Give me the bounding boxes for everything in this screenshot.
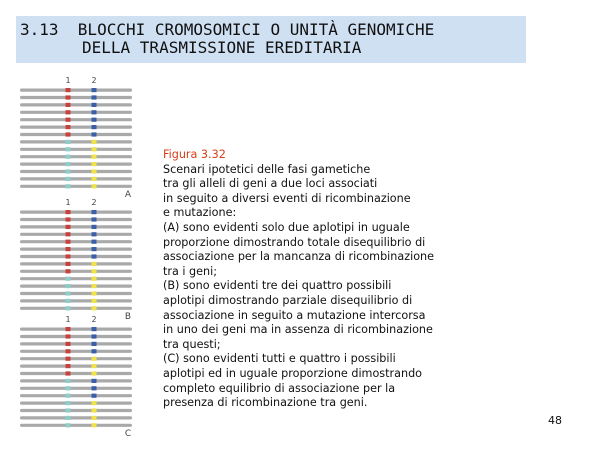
caption-line: aplotipi dimostrando parziale disequilibrio di: [163, 293, 413, 307]
chromosome-bar: [20, 342, 132, 345]
chromosome-bar: [20, 394, 132, 397]
caption-line: e mutazione:: [163, 206, 237, 220]
allele-locus-1: [66, 386, 71, 390]
allele-locus-2: [92, 357, 97, 361]
allele-locus-1: [66, 225, 71, 229]
column-label-2: 2: [91, 198, 97, 207]
chromosome-bar: [20, 218, 132, 221]
allele-locus-2: [92, 327, 97, 331]
allele-locus-1: [66, 217, 71, 221]
chromosome-bar: [20, 163, 132, 166]
chromosome-bar: [20, 126, 132, 129]
allele-locus-1: [66, 379, 71, 383]
allele-locus-1: [66, 103, 71, 107]
chromosome-bar: [20, 233, 132, 236]
column-label-1: 1: [65, 76, 71, 85]
allele-locus-2: [92, 371, 97, 375]
allele-locus-1: [66, 147, 71, 151]
allele-locus-2: [92, 423, 97, 427]
caption-line: tra i geni;: [163, 264, 218, 278]
allele-locus-2: [92, 184, 97, 188]
allele-locus-1: [66, 364, 71, 368]
allele-locus-1: [66, 277, 71, 281]
chromosome-bar: [20, 211, 132, 214]
allele-locus-2: [92, 132, 97, 136]
allele-locus-1: [66, 169, 71, 173]
chromosome-bar: [20, 140, 132, 143]
allele-locus-2: [92, 386, 97, 390]
caption-line: (C) sono evidenti tutti e quattro i possibili: [163, 352, 396, 366]
allele-locus-2: [92, 232, 97, 236]
chromosome-bar: [20, 402, 132, 405]
allele-locus-1: [66, 118, 71, 122]
allele-locus-2: [92, 364, 97, 368]
allele-locus-1: [66, 306, 71, 310]
title-line-1: 3.13 BLOCCHI CROMOSOMICI O UNITÀ GENOMICHE: [20, 20, 435, 39]
allele-locus-2: [92, 416, 97, 420]
chromosome-bar: [20, 270, 132, 273]
allele-locus-1: [66, 125, 71, 129]
allele-locus-2: [92, 225, 97, 229]
chromosome-bar: [20, 350, 132, 353]
allele-locus-2: [92, 306, 97, 310]
allele-locus-1: [66, 262, 71, 266]
chromosome-bar: [20, 262, 132, 265]
allele-locus-1: [66, 269, 71, 273]
allele-locus-2: [92, 342, 97, 346]
chromosome-bar: [20, 409, 132, 412]
allele-locus-2: [92, 155, 97, 159]
chromosome-bar: [20, 96, 132, 99]
chromosome-bar: [20, 103, 132, 106]
allele-locus-1: [66, 140, 71, 144]
caption-line: in seguito a diversi eventi di ricombinazione: [163, 191, 411, 205]
chromosome-bar: [20, 155, 132, 158]
column-label-2: 2: [91, 315, 97, 324]
chromosome-bar: [20, 177, 132, 180]
caption-line: aplotipi ed in uguale proporzione dimostrando: [163, 366, 423, 380]
allele-locus-2: [92, 217, 97, 221]
allele-locus-2: [92, 379, 97, 383]
chromosome-bar: [20, 307, 132, 310]
allele-locus-1: [66, 240, 71, 244]
allele-locus-1: [66, 162, 71, 166]
allele-locus-2: [92, 210, 97, 214]
allele-locus-1: [66, 110, 71, 114]
column-label-1: 1: [65, 198, 71, 207]
haplotype-diagram: [0, 74, 140, 440]
chromosome-bar: [20, 424, 132, 427]
chromosome-bar: [20, 240, 132, 243]
chromosome-bar: [20, 365, 132, 368]
chromosome-bar: [20, 357, 132, 360]
allele-locus-1: [66, 232, 71, 236]
allele-locus-2: [92, 291, 97, 295]
allele-locus-1: [66, 349, 71, 353]
allele-locus-2: [92, 95, 97, 99]
allele-locus-2: [92, 349, 97, 353]
title-line-2: DELLA TRASMISSIONE EREDITARIA: [82, 38, 362, 57]
chromosome-bar: [20, 118, 132, 121]
chromosome-bar: [20, 89, 132, 92]
haplotype-figure: [0, 74, 140, 440]
allele-locus-2: [92, 299, 97, 303]
caption-line: associazione in seguito a mutazione intercorsa: [163, 308, 426, 322]
allele-locus-2: [92, 169, 97, 173]
allele-locus-1: [66, 254, 71, 258]
allele-locus-2: [92, 240, 97, 244]
allele-locus-2: [92, 284, 97, 288]
allele-locus-2: [92, 147, 97, 151]
caption-line: proporzione dimostrando totale disequilibrio di: [163, 235, 426, 249]
allele-locus-2: [92, 277, 97, 281]
allele-locus-2: [92, 118, 97, 122]
allele-locus-2: [92, 125, 97, 129]
allele-locus-2: [92, 262, 97, 266]
allele-locus-2: [92, 254, 97, 258]
caption-line: (B) sono evidenti tre dei quattro possibili: [163, 279, 392, 293]
allele-locus-2: [92, 401, 97, 405]
allele-locus-2: [92, 408, 97, 412]
chromosome-bar: [20, 335, 132, 338]
allele-locus-1: [66, 247, 71, 251]
allele-locus-1: [66, 342, 71, 346]
column-label-2: 2: [91, 76, 97, 85]
allele-locus-1: [66, 155, 71, 159]
allele-locus-1: [66, 132, 71, 136]
caption-line: tra questi;: [163, 337, 221, 351]
allele-locus-1: [66, 299, 71, 303]
allele-locus-1: [66, 334, 71, 338]
allele-locus-1: [66, 210, 71, 214]
chromosome-bar: [20, 379, 132, 382]
allele-locus-2: [92, 110, 97, 114]
allele-locus-1: [66, 394, 71, 398]
caption-line: tra gli alleli di geni a due loci associati: [163, 177, 378, 191]
panel-letter-a: A: [124, 190, 132, 201]
allele-locus-2: [92, 269, 97, 273]
column-label-1: 1: [65, 315, 71, 324]
chromosome-bar: [20, 225, 132, 228]
chromosome-bar: [20, 248, 132, 251]
allele-locus-2: [92, 334, 97, 338]
allele-locus-1: [66, 423, 71, 427]
allele-locus-1: [66, 371, 71, 375]
caption-line: presenza di ricombinazione tra geni.: [163, 396, 368, 410]
chromosome-bar: [20, 387, 132, 390]
allele-locus-2: [92, 162, 97, 166]
allele-locus-1: [66, 357, 71, 361]
allele-locus-2: [92, 177, 97, 181]
chromosome-bar: [20, 299, 132, 302]
panel-letter-c: C: [124, 429, 132, 440]
chromosome-bar: [20, 372, 132, 375]
chromosome-bar: [20, 328, 132, 331]
allele-locus-1: [66, 401, 71, 405]
allele-locus-2: [92, 103, 97, 107]
allele-locus-2: [92, 88, 97, 92]
chromosome-bar: [20, 292, 132, 295]
allele-locus-1: [66, 177, 71, 181]
chromosome-bar: [20, 255, 132, 258]
slide-title: [16, 16, 526, 63]
caption-line: Scenari ipotetici delle fasi gametiche: [163, 162, 371, 176]
allele-locus-1: [66, 416, 71, 420]
chromosome-bar: [20, 285, 132, 288]
allele-locus-1: [66, 408, 71, 412]
chromosome-bar: [20, 277, 132, 280]
chromosome-bar: [20, 133, 132, 136]
allele-locus-1: [66, 184, 71, 188]
allele-locus-2: [92, 394, 97, 398]
allele-locus-1: [66, 291, 71, 295]
figure-caption: [163, 148, 463, 411]
figure-label: Figura 3.32: [163, 148, 226, 161]
caption-line: associazione per la mancanza di ricombinazione: [163, 250, 435, 264]
caption-line: completo equilibrio di associazione per la: [163, 381, 396, 395]
chromosome-bar: [20, 185, 132, 188]
chromosome-bar: [20, 148, 132, 151]
allele-locus-1: [66, 284, 71, 288]
page-number: 48: [548, 414, 562, 427]
chromosome-bar: [20, 416, 132, 419]
chromosome-bar: [20, 111, 132, 114]
chromosome-bar: [20, 170, 132, 173]
allele-locus-1: [66, 327, 71, 331]
panel-letter-b: B: [124, 312, 132, 323]
allele-locus-2: [92, 140, 97, 144]
allele-locus-2: [92, 247, 97, 251]
caption-line: in uno dei geni ma in assenza di ricombinazione: [163, 323, 433, 337]
allele-locus-1: [66, 88, 71, 92]
caption-line: (A) sono evidenti solo due aplotipi in uguale: [163, 220, 410, 234]
allele-locus-1: [66, 95, 71, 99]
